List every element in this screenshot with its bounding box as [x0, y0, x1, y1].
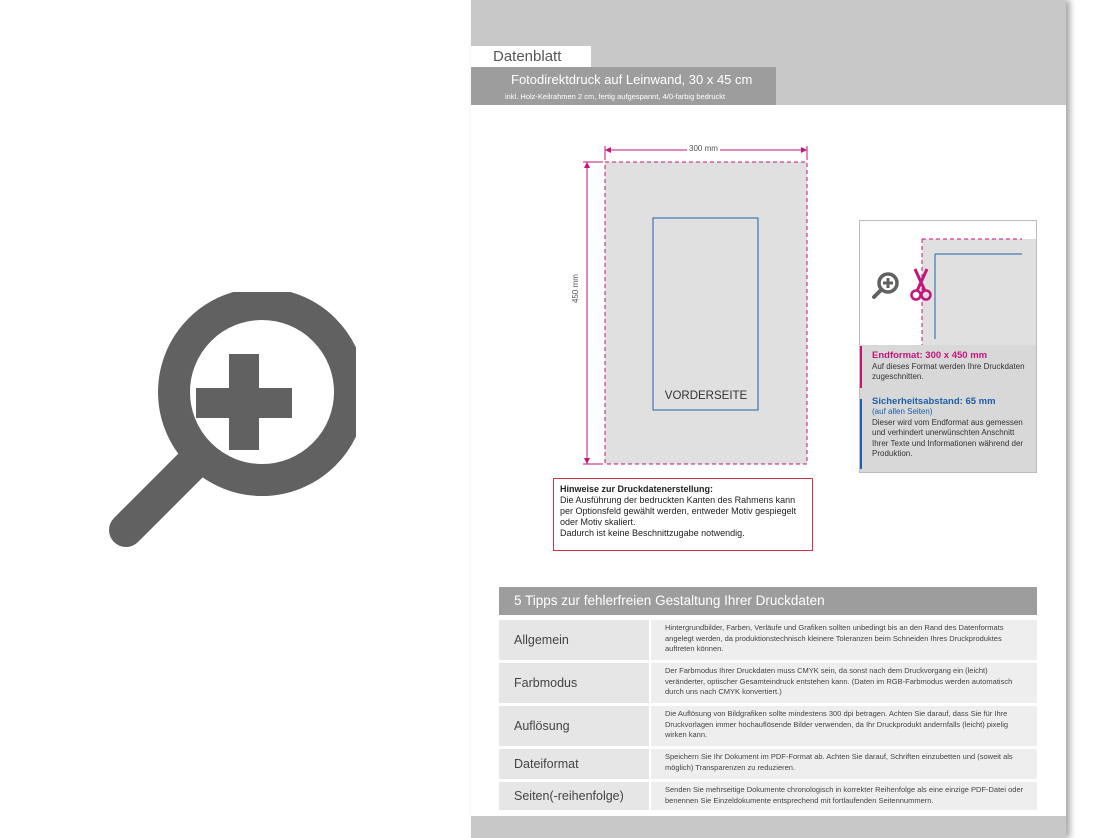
endformat-marker: [860, 346, 862, 388]
tip-label: Dateiformat: [499, 749, 649, 779]
tip-text: Speichern Sie Ihr Dokument im PDF-Format ab. Achten Sie darauf, Schriften einzubetten und (soweit als möglich) Transparenzen zu reduzieren.: [651, 749, 1037, 779]
legend-preview: [860, 221, 1036, 345]
front-side-label: VORDERSEITE: [664, 390, 748, 402]
width-arrow-right: [801, 147, 807, 153]
tips-heading: 5 Tipps zur fehlerfreien Gestaltung Ihrer Druckdaten: [499, 587, 1037, 615]
hint-note: Dadurch ist keine Beschnittzugabe notwendig.: [560, 528, 745, 538]
height-arrow-top: [584, 162, 590, 168]
tip-label: Allgemein: [499, 620, 649, 660]
safety-subtitle: (auf allen Seiten): [872, 407, 933, 416]
legend-box: [859, 220, 1037, 473]
zoom-in-icon[interactable]: [871, 271, 901, 301]
safety-marker: [860, 399, 862, 469]
tip-label: Auflösung: [499, 706, 649, 746]
tip-text: Hintergrundbilder, Farben, Verläufe und Grafiken sollten unbedingt bis an den Rand des Datenformats angelegt werden, da produktionstechnisch kleinere Toleranzen beim Schneiden Ihres Druckproduktes auftreten können.: [651, 620, 1037, 660]
tips-row: [499, 706, 1037, 746]
hint-text: Die Ausführung der bedruckten Kanten des Rahmens kann per Optionsfeld gewählt werden, entweder Motiv gespiegelt oder Motiv skaliert.: [560, 495, 797, 527]
hint-title: Hinweise zur Druckdatenerstellung:: [560, 484, 714, 494]
tips-row: [499, 663, 1037, 703]
scissors-icon: [908, 267, 934, 301]
tips-row: [499, 749, 1037, 779]
endformat-text: Auf dieses Format werden Ihre Druckdaten zugeschnitten.: [872, 361, 1025, 381]
product-subtitle: inkl. Holz-Keilrahmen 2 cm, fertig aufgespannt, 4/0-farbig bedruckt: [505, 92, 726, 101]
tip-text: Der Farbmodus Ihrer Druckdaten muss CMYK sein, da sonst nach dem Druckvorgang ein (leicht) veränderter, optischer Gesamteindruck entstehen kann. (Daten im RGB-Farbmodus werden automatisch durch uns nach CMYK konvertiert.): [651, 663, 1037, 703]
page-footer-band: [471, 816, 1066, 838]
zoom-in-icon[interactable]: [104, 292, 356, 548]
tip-label: Farbmodus: [499, 663, 649, 703]
tips-row: [499, 782, 1037, 810]
tips-row: [499, 620, 1037, 660]
width-label: 300 mm: [689, 144, 718, 153]
width-arrow-left: [605, 147, 611, 153]
datasheet-page: [471, 0, 1066, 838]
canvas-area: [605, 162, 807, 464]
tip-label: Seiten(-reihenfolge): [499, 782, 649, 810]
endformat-title: Endformat: 300 x 450 mm: [872, 350, 988, 361]
height-label: 450 mm: [571, 274, 580, 303]
product-title: Fotodirektdruck auf Leinwand, 30 x 45 cm: [511, 72, 753, 87]
datasheet-tab: Datenblatt: [471, 46, 591, 67]
tip-text: Senden Sie mehrseitige Dokumente chronologisch in korrekter Reihenfolge als eine einzige PDF-Datei oder benennen Sie Einzeldokumente entsprechend mit fortlaufenden Seitennummern.: [651, 782, 1037, 810]
legend-text: [872, 351, 1032, 460]
safety-text: Dieser wird vom Endformat aus gemessen und verhindert unerwünschten Anschnitt Ihrer Texte und Informationen während der Produktion.: [872, 417, 1024, 458]
print-hint-box: [553, 478, 813, 551]
tip-text: Die Auflösung von Bildgrafiken sollte mindestens 300 dpi betragen. Achten Sie darauf, dass Sie für Ihre Druckvorlagen immer hochauflösende Bilder verwenden, da Ihr Druckprodukt andernfalls (leicht) pixelig wirken kann.: [651, 706, 1037, 746]
height-arrow-bottom: [584, 458, 590, 464]
safety-title: Sicherheitsabstand: 65 mm: [872, 395, 996, 407]
